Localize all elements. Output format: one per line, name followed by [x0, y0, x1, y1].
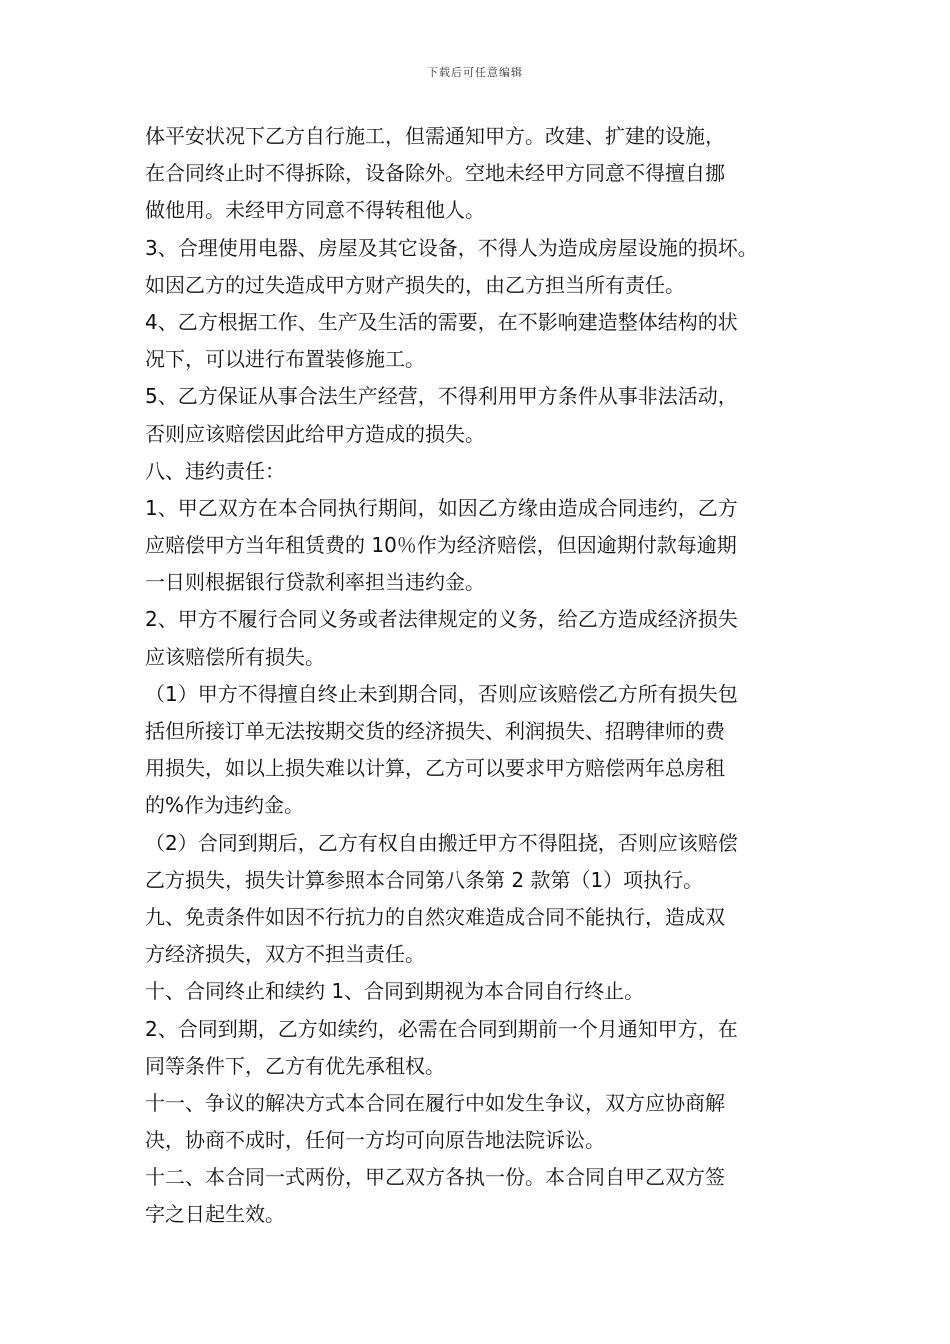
text-line: 的%作为违约金。 [145, 793, 305, 818]
section-heading: 九、免责条件如因不行抗力的自然灾难造成合同不能执行，造成双 [145, 904, 725, 929]
text-line: 2、合同到期，乙方如续约，必需在合同到期前一个月通知甲方，在 [145, 1016, 738, 1041]
text-line: 4、乙方根据工作、生产及生活的需要，在不影响建造整体结构的状 [145, 309, 738, 334]
section-heading: 十二、本合同一式两份，甲乙双方各执一份。本合同自甲乙双方签 [145, 1165, 725, 1190]
text-line: 用损失，如以上损失难以计算，乙方可以要求甲方赔偿两年总房租 [145, 756, 725, 781]
text-line: 3、合理使用电器、房屋及其它设备，不得人为造成房屋设施的损坏。 [145, 235, 758, 260]
text-line: 1、甲乙双方在本合同执行期间，如因乙方缘由造成合同违约，乙方 [145, 495, 738, 520]
text-line: 体平安状况下乙方自行施工，但需通知甲方。改建、扩建的设施， [145, 124, 725, 148]
text-line: 方经济损失，双方不担当责任。 [145, 942, 425, 967]
text-line: 5、乙方保证从事合法生产经营，不得利用甲方条件从事非法活动， [145, 384, 738, 409]
section-heading: 十、合同终止和续约 1、合同到期视为本合同自行终止。 [145, 979, 645, 1004]
text-line: 否则应该赔偿因此给甲方造成的损失。 [145, 421, 485, 446]
text-line: 如因乙方的过失造成甲方财产损失的，由乙方担当所有责任。 [145, 272, 685, 297]
page-header-note: 下载后可任意编辑 [427, 66, 523, 79]
text-line: （2）合同到期后，乙方有权自由搬迁甲方不得阻挠，否则应该赔偿 [145, 830, 738, 855]
text-line: 应该赔偿所有损失。 [145, 644, 325, 669]
text-line: 在合同终止时不得拆除，设备除外。空地未经甲方同意不得擅自挪 [145, 161, 725, 186]
text-line: （1）甲方不得擅自终止未到期合同，否则应该赔偿乙方所有损失包 [145, 681, 738, 706]
text-line: 况下，可以进行布置装修施工。 [145, 347, 425, 372]
contract-body-text [145, 118, 825, 1234]
section-heading: 八、违约责任： [145, 458, 285, 483]
text-line: 同等条件下，乙方有优先承租权。 [145, 1053, 445, 1078]
section-heading: 十一、争议的解决方式本合同在履行中如发生争议，双方应协商解 [145, 1090, 725, 1115]
text-line: 括但所接订单无法按期交货的经济损失、利润损失、招聘律师的费 [145, 719, 725, 743]
text-line: 应赔偿甲方当年租赁费的 10％作为经济赔偿，但因逾期付款每逾期 [145, 533, 737, 558]
text-line: 做他用。未经甲方同意不得转租他人。 [145, 198, 485, 223]
text-line: 一日则根据银行贷款利率担当违约金。 [145, 570, 485, 595]
text-line: 字之日起生效。 [145, 1202, 285, 1227]
text-line: 2、甲方不履行合同义务或者法律规定的义务，给乙方造成经济损失 [145, 607, 738, 632]
text-line: 乙方损失，损失计算参照本合同第八条第 2 款第（1）项执行。 [145, 867, 704, 892]
text-line: 决，协商不成时，任何一方均可向原告地法院诉讼。 [145, 1128, 605, 1153]
